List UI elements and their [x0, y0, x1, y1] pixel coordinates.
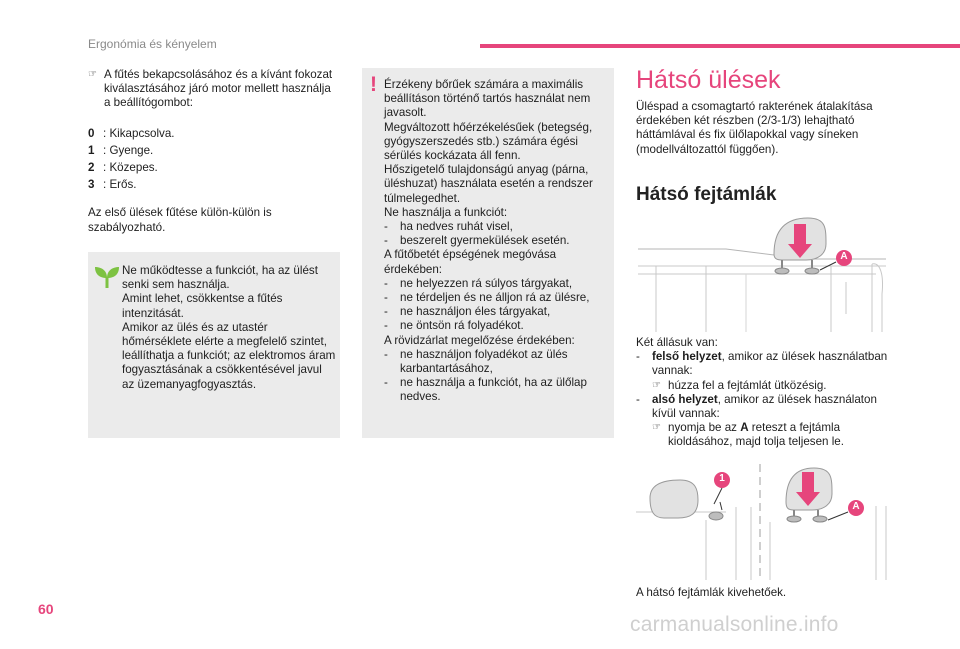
warning-exclamation-icon: !	[370, 73, 377, 96]
warning-para: Ne használja a funkciót:	[384, 205, 508, 219]
position-name: alsó helyzet	[652, 392, 718, 406]
positions-section	[636, 336, 892, 450]
level-number: 3	[88, 178, 95, 192]
subsection-title: Hátsó fejtámlák	[636, 184, 777, 205]
warning-list-item: - beszerelt gyermekülések esetén.	[384, 234, 570, 248]
level-label: : Közepes.	[103, 161, 158, 175]
warning-para: Érzékeny bőrűek számára a maximális beállításon történő tartós használat nem javasolt.	[384, 78, 591, 120]
pointer-icon: ☞	[88, 69, 97, 80]
position-action: ☞ nyomja be az A reteszt a fejtámla kioldásához, majd tolja teljesen le.	[652, 421, 844, 449]
label-a: A	[852, 501, 860, 512]
zone-note: Az első ülések fűtése külön-külön is szabályozható.	[88, 206, 272, 234]
warning-list-item: - ne térdeljen és ne álljon rá az ülésre,	[384, 291, 590, 305]
position-name: felső helyzet	[652, 350, 722, 364]
level-label: : Erős.	[103, 178, 137, 192]
level-list	[88, 127, 338, 193]
level-number: 2	[88, 161, 95, 175]
eco-line: Amint lehet, csökkentse a fűtés intenzitását.	[122, 292, 283, 320]
instruction-text: A fűtés bekapcsolásához és a kívánt fokozat kiválasztásához járó motor mellett használja a beállítógombot:	[104, 68, 333, 110]
warning-list-item: - ha nedves ruhát visel,	[384, 220, 513, 234]
header-title: Ergonómia és kényelem	[88, 37, 217, 51]
left-column	[88, 68, 338, 235]
level-label: : Kikapcsolva.	[103, 126, 175, 140]
level-number: 0	[88, 126, 95, 140]
level-number: 1	[88, 143, 95, 157]
section-intro: Üléspad a csomagtartó rakterének átalakítása érdekében két részben (2/3-1/3) lehajtható háttámlával és fix ülőlapokkal vagy síneken (modellváltozattól függően).	[636, 100, 873, 156]
warning-para: Megváltozott hőérzékelésűek (betegség, gyógyszerszedés stb.) számára égési sérülés kockázata áll fenn.	[384, 120, 593, 163]
eco-leaf-icon	[93, 264, 121, 290]
section-title: Hátsó ülések	[636, 66, 781, 94]
warning-list-item: - ne helyezzen rá súlyos tárgyakat,	[384, 276, 573, 290]
warning-para: Hőszigetelő tulajdonságú anyag (párna, üléshuzat) használata esetén a rendszer túlmelegedhet.	[384, 163, 593, 205]
label-a: A	[840, 251, 848, 262]
watermark: carmanualsonline.info	[630, 613, 839, 636]
pointer-icon: ☞	[652, 379, 661, 391]
positions-intro: Két állásuk van:	[636, 336, 718, 349]
label-1: 1	[719, 473, 725, 484]
warning-box	[362, 68, 614, 438]
warning-para: A rövidzárlat megelőzése érdekében:	[384, 333, 575, 347]
warning-text	[384, 78, 610, 405]
eco-tip-box	[88, 252, 340, 438]
warning-list-item: - ne használjon folyadékot az ülés karbantartásához,	[384, 347, 568, 376]
warning-list-item: - ne használja a funkciót, ha az ülőlap nedves.	[384, 376, 587, 404]
instruction-item	[88, 68, 338, 111]
headrest-illustration-upper	[636, 214, 892, 332]
page-number: 60	[38, 601, 54, 617]
warning-list-item: - ne használjon éles tárgyakat,	[384, 305, 551, 319]
eco-tip-text	[122, 264, 336, 392]
pointer-icon: ☞	[652, 422, 661, 434]
level-item	[88, 127, 338, 141]
headrest-illustration-lower	[636, 462, 892, 580]
position-item-upper: - felső helyzet, amikor az ülések használatban vannak: ☞ húzza fel a fejtámlát ütközésig.	[636, 350, 892, 393]
header-accent-bar	[480, 44, 960, 48]
level-item	[88, 178, 338, 192]
position-item-lower: - alsó helyzet, amikor az ülések használaton kívül vannak: ☞ nyomja be az A reteszt a fejtámla kioldásához, majd tolja teljesen le.	[636, 393, 892, 450]
footer-note: A hátsó fejtámlák kivehetőek.	[636, 586, 787, 599]
level-item	[88, 161, 338, 175]
eco-line: Ne működtesse a funkciót, ha az ülést senki sem használja.	[122, 264, 318, 292]
level-item	[88, 144, 338, 158]
position-action: ☞ húzza fel a fejtámlát ütközésig.	[652, 378, 827, 392]
level-label: : Gyenge.	[103, 143, 154, 157]
warning-list-item: - ne öntsön rá folyadékot.	[384, 319, 524, 333]
eco-line: Amikor az ülés és az utastér hőmérséklete elérte a megfelelő szintet, leállíthatja a funkciót; az elektromos áram fogyasztásának a csökkentésével javul az üzemanyagfogyasztás.	[122, 320, 336, 391]
warning-para: A fűtőbetét épségének megóvása érdekében:	[384, 248, 557, 276]
position-desc: , amikor az ülések használatban vannak:	[652, 350, 888, 378]
position-desc: , amikor az ülések használaton kívül vannak:	[652, 392, 877, 421]
